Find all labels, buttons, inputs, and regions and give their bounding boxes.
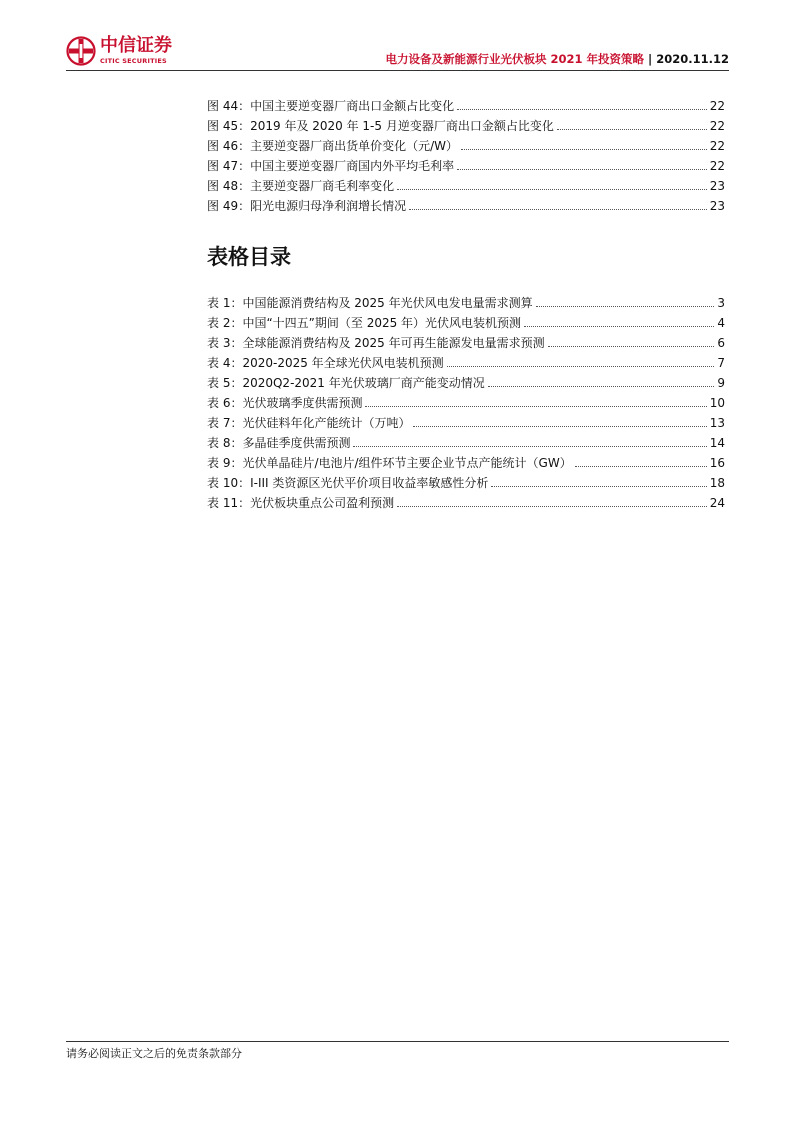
toc-page-number: 14 xyxy=(709,436,725,450)
toc-entry-label: 表 9：光伏单晶硅片/电池片/组件环节主要企业节点产能统计（GW） xyxy=(207,456,572,470)
citic-logo-icon xyxy=(66,36,96,66)
toc-entry-table-8[interactable] xyxy=(207,431,725,451)
toc-page-number: 10 xyxy=(709,396,725,410)
report-title: 电力设备及新能源行业光伏板块 2021 年投资策略 xyxy=(385,52,645,66)
toc-page-number: 24 xyxy=(709,496,725,510)
toc-entry-label: 表 1：中国能源消费结构及 2025 年光伏风电发电量需求测算 xyxy=(207,296,533,310)
toc-page-number: 4 xyxy=(717,316,725,330)
toc-page-number: 7 xyxy=(717,356,725,370)
footer-disclaimer: 请务必阅读正文之后的免责条款部分 xyxy=(66,1047,242,1060)
logo-english-name: CITIC SECURITIES xyxy=(100,57,167,65)
logo-chinese-name: 中信证券 xyxy=(100,35,172,56)
toc-leader xyxy=(524,325,714,327)
toc-page-number: 23 xyxy=(709,199,725,213)
toc-leader xyxy=(365,405,706,407)
toc-entry-figure-45[interactable] xyxy=(207,114,725,134)
toc-leader xyxy=(488,385,715,387)
toc-entry-figure-46[interactable] xyxy=(207,134,725,154)
toc-leader xyxy=(397,188,707,190)
table-list xyxy=(207,291,725,511)
toc-entry-figure-48[interactable] xyxy=(207,174,725,194)
toc-entry-label: 表 3：全球能源消费结构及 2025 年可再生能源发电量需求预测 xyxy=(207,336,545,350)
toc-leader xyxy=(353,445,706,447)
toc-page-number: 23 xyxy=(709,179,725,193)
toc-leader xyxy=(557,128,707,130)
toc-page-number: 3 xyxy=(717,296,725,310)
header-separator: | xyxy=(648,52,653,66)
toc-entry-label: 图 48：主要逆变器厂商毛利率变化 xyxy=(207,179,395,193)
toc-page-number: 16 xyxy=(709,456,725,470)
page-header xyxy=(66,34,729,70)
toc-entry-table-6[interactable] xyxy=(207,391,725,411)
toc-entry-label: 图 44：中国主要逆变器厂商出口金额占比变化 xyxy=(207,99,455,113)
toc-page-number: 22 xyxy=(709,119,725,133)
toc-entry-label: 图 49：阳光电源归母净利润增长情况 xyxy=(207,199,407,213)
toc-leader xyxy=(491,485,706,487)
toc-page-number: 6 xyxy=(717,336,725,350)
toc-entry-table-3[interactable] xyxy=(207,331,725,351)
toc-entry-label: 表 7：光伏硅料年化产能统计（万吨） xyxy=(207,416,411,430)
toc-entry-figure-44[interactable] xyxy=(207,94,725,114)
toc-leader xyxy=(457,108,707,110)
toc-entry-table-7[interactable] xyxy=(207,411,725,431)
toc-page-number: 22 xyxy=(709,99,725,113)
toc-page-number: 13 xyxy=(709,416,725,430)
table-list-title: 表格目录 xyxy=(207,245,291,269)
toc-entry-label: 表 4：2020-2025 年全球光伏风电装机预测 xyxy=(207,356,444,370)
toc-entry-label: 表 10：I-III 类资源区光伏平价项目收益率敏感性分析 xyxy=(207,476,489,490)
toc-entry-label: 表 6：光伏玻璃季度供需预测 xyxy=(207,396,363,410)
toc-entry-table-2[interactable] xyxy=(207,311,725,331)
figure-list xyxy=(207,94,725,214)
toc-leader xyxy=(536,305,715,307)
toc-entry-figure-47[interactable] xyxy=(207,154,725,174)
toc-entry-table-5[interactable] xyxy=(207,371,725,391)
toc-entry-label: 图 47：中国主要逆变器厂商国内外平均毛利率 xyxy=(207,159,455,173)
toc-leader xyxy=(575,465,707,467)
toc-leader xyxy=(397,505,707,507)
toc-leader xyxy=(409,208,707,210)
citic-logo xyxy=(66,34,176,68)
toc-entry-label: 图 45：2019 年及 2020 年 1-5 月逆变器厂商出口金额占比变化 xyxy=(207,119,554,133)
toc-entry-label: 表 2：中国“十四五”期间（至 2025 年）光伏风电装机预测 xyxy=(207,316,522,330)
toc-entry-table-9[interactable] xyxy=(207,451,725,471)
toc-entry-figure-49[interactable] xyxy=(207,194,725,214)
report-date: 2020.11.12 xyxy=(656,52,729,66)
toc-leader xyxy=(457,168,707,170)
toc-leader xyxy=(548,345,715,347)
toc-entry-label: 表 5：2020Q2-2021 年光伏玻璃厂商产能变动情况 xyxy=(207,376,485,390)
footer-divider xyxy=(66,1041,729,1042)
toc-leader xyxy=(447,365,715,367)
toc-leader xyxy=(461,148,707,150)
toc-entry-label: 表 11：光伏板块重点公司盈利预测 xyxy=(207,496,395,510)
report-header xyxy=(386,52,729,66)
toc-entry-label: 表 8：多晶硅季度供需预测 xyxy=(207,436,351,450)
toc-entry-table-4[interactable] xyxy=(207,351,725,371)
toc-entry-table-1[interactable] xyxy=(207,291,725,311)
header-divider xyxy=(66,70,729,71)
toc-entry-label: 图 46：主要逆变器厂商出货单价变化（元/W） xyxy=(207,139,458,153)
toc-page-number: 22 xyxy=(709,159,725,173)
toc-page-number: 22 xyxy=(709,139,725,153)
toc-page-number: 9 xyxy=(717,376,725,390)
toc-entry-table-10[interactable] xyxy=(207,471,725,491)
toc-leader xyxy=(413,425,706,427)
toc-entry-table-11[interactable] xyxy=(207,491,725,511)
toc-page-number: 18 xyxy=(709,476,725,490)
